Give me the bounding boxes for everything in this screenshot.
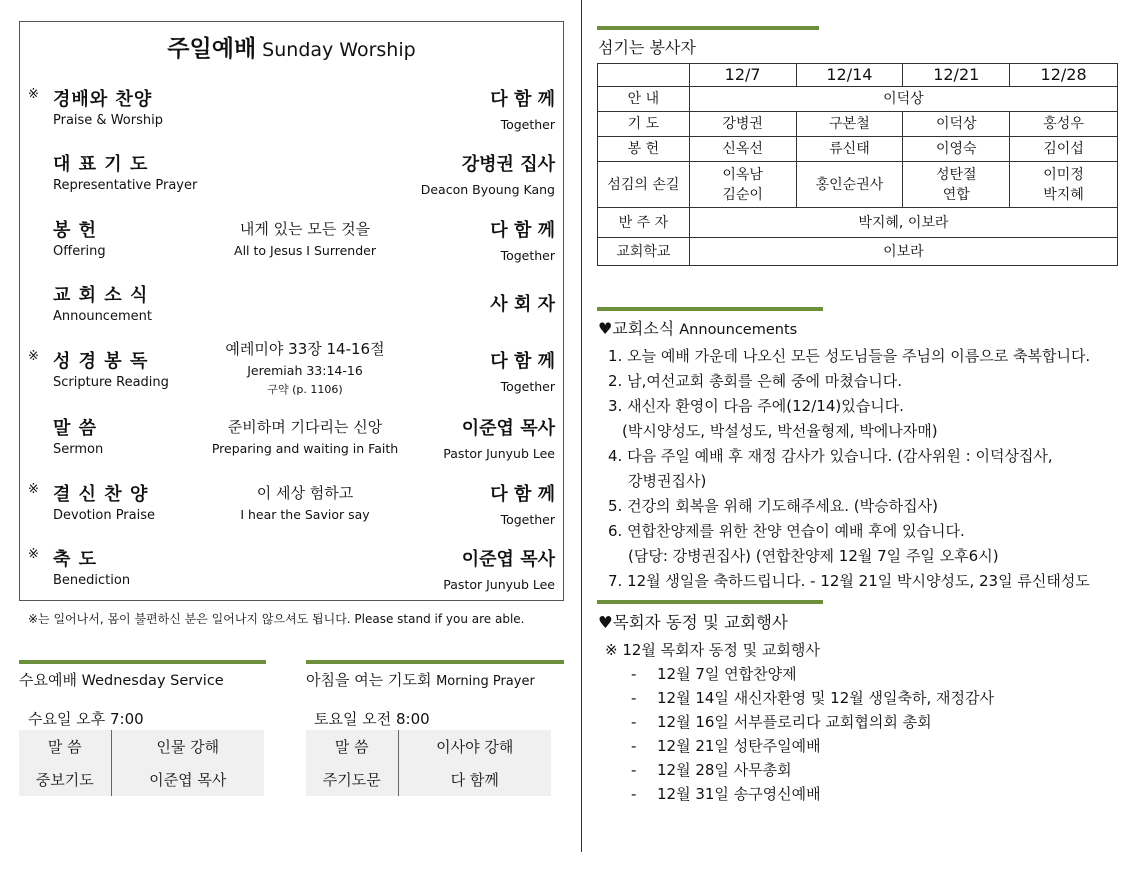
worship-leader: 다 함 께 <box>490 220 555 241</box>
wednesday-title-en: Wednesday Service <box>81 673 224 689</box>
list-item <box>605 758 994 782</box>
stand-mark: ※ <box>28 87 39 102</box>
role-label: 안 내 <box>598 87 690 112</box>
role-value: 김이섭 <box>1010 137 1118 162</box>
role-value <box>689 162 796 208</box>
list-item <box>605 734 994 758</box>
table-row <box>598 238 1118 266</box>
sermon-title-ko: 준비하며 기다리는 신앙 <box>227 418 383 436</box>
dash: - <box>631 785 637 803</box>
list-item <box>605 686 994 710</box>
stand-mark: ※ <box>28 547 39 562</box>
worship-item-ko: 대 표 기 도 <box>53 154 149 175</box>
role-value-line: 연합 <box>942 186 970 203</box>
role-value: 신옥선 <box>689 137 796 162</box>
worship-item-scripture <box>20 340 563 397</box>
worship-item-devotion <box>20 480 563 530</box>
servers-title: 섬기는 봉사자 <box>598 38 696 57</box>
dash: - <box>631 665 637 683</box>
worship-title-en: Sunday Worship <box>262 39 416 61</box>
list-item: 4. 다음 주일 예배 후 재정 감사가 있습니다. (감사위원 : 이덕상집사, <box>608 447 1053 465</box>
sunday-worship-box <box>19 21 564 601</box>
dash: - <box>631 761 637 779</box>
role-label: 교회학교 <box>598 238 690 266</box>
morning-title-en: Morning Prayer <box>436 674 535 689</box>
scripture-page: 구약 (p. 1106) <box>267 383 343 396</box>
worship-item-prayer <box>20 150 563 200</box>
worship-leader-en: Together <box>500 512 555 527</box>
morning-time: 토요일 오전 8:00 <box>314 710 430 728</box>
worship-item-benediction <box>20 545 563 595</box>
table-row <box>598 112 1118 137</box>
worship-item-ko: 축 도 <box>53 549 98 570</box>
worship-item-en: Devotion Praise <box>53 508 155 523</box>
list-item: 강병권집사) <box>628 472 707 490</box>
worship-leader-en: Together <box>500 379 555 394</box>
role-value: 이보라 <box>689 238 1117 266</box>
list-item: (박시양성도, 박설성도, 박선율형제, 박에나자매) <box>622 422 938 440</box>
activity-text: 12월 16일 서부플로리다 교회협의회 총회 <box>657 713 932 731</box>
worship-leader: 다 함 께 <box>490 89 555 110</box>
list-item: 2. 남,여선교회 총회를 은혜 중에 마쳤습니다. <box>608 372 903 390</box>
announcements-title <box>598 316 797 339</box>
worship-leader: 다 함 께 <box>490 484 555 505</box>
role-value-line: 박지혜 <box>1043 186 1084 203</box>
table-row <box>306 730 551 763</box>
worship-item-ko: 교 회 소 식 <box>53 285 149 306</box>
morning-value: 다 함께 <box>398 763 551 796</box>
worship-item-ko: 봉 헌 <box>53 220 98 241</box>
worship-item-ko: 경배와 찬양 <box>53 89 153 110</box>
role-value <box>1010 162 1118 208</box>
hymn-title-ko: 이 세상 험하고 <box>256 484 354 502</box>
morning-label: 말 씀 <box>306 730 398 763</box>
table-row <box>19 763 264 796</box>
wednesday-label: 중보기도 <box>19 763 111 796</box>
role-value-line: 성탄절 <box>935 166 977 183</box>
worship-leader-en: Deacon Byoung Kang <box>420 182 555 197</box>
date-header: 12/7 <box>689 64 796 87</box>
worship-title-ko: 주일예배 <box>167 36 257 62</box>
role-value: 강병권 <box>689 112 796 137</box>
morning-value: 이사야 강해 <box>398 730 551 763</box>
worship-item-en: Offering <box>53 244 106 259</box>
role-value-line: 이미정 <box>1043 166 1084 183</box>
list-item: 3. 새신자 환영이 다음 주에(12/14)있습니다. <box>608 397 904 415</box>
activities-list <box>605 638 994 806</box>
list-item: 1. 오늘 예배 가운데 나오신 모든 성도님들을 주님의 이름으로 축복합니다. <box>608 347 1091 365</box>
worship-item-en: Benediction <box>53 573 131 588</box>
worship-leader: 다 함 께 <box>490 351 555 372</box>
wednesday-title-ko: 수요예배 <box>19 671 77 689</box>
role-label: 섬김의 손길 <box>598 162 690 208</box>
activity-text: 12월 7일 연합찬양제 <box>657 665 797 683</box>
worship-item-ko: 성 경 봉 독 <box>53 351 149 372</box>
worship-leader: 이준엽 목사 <box>461 549 555 570</box>
worship-item-en: Representative Prayer <box>53 178 198 193</box>
stand-mark: ※ <box>28 349 39 364</box>
stand-note: ※는 일어나서, 몸이 불편하신 분은 일어나지 않으셔도 됩니다. Please stand if you are able. <box>28 612 525 626</box>
table-row <box>19 730 264 763</box>
activities-bar <box>597 600 823 604</box>
worship-leader: 사 회 자 <box>490 294 555 315</box>
announcements-title-en: Announcements <box>679 322 798 338</box>
dash: - <box>631 689 637 707</box>
worship-leader-en: Together <box>500 117 555 132</box>
role-value: 홍성우 <box>1010 112 1118 137</box>
list-item <box>605 782 994 806</box>
role-label: 봉 헌 <box>598 137 690 162</box>
worship-item-en: Announcement <box>53 309 152 324</box>
role-value: 홍인순권사 <box>796 162 903 208</box>
activity-text: 12월 21일 성탄주일예배 <box>657 737 821 755</box>
scripture-ko: 예레미야 33장 14-16절 <box>225 340 385 358</box>
wednesday-title <box>19 669 224 690</box>
announcements-list <box>608 344 1128 594</box>
table-row <box>598 208 1118 238</box>
morning-title <box>306 669 535 690</box>
hymn-title-en: I hear the Savior say <box>240 507 370 522</box>
role-value: 박지혜, 이보라 <box>689 208 1117 238</box>
wednesday-table <box>19 730 264 796</box>
worship-item-en: Scripture Reading <box>53 375 169 390</box>
activity-text: 12월 14일 새신자환영 및 12월 생일축하, 재정감사 <box>657 689 994 707</box>
scripture-en: Jeremiah 33:14-16 <box>247 363 363 378</box>
wednesday-label: 말 씀 <box>19 730 111 763</box>
date-header: 12/14 <box>796 64 903 87</box>
worship-item-offering <box>20 216 563 266</box>
worship-leader: 이준엽 목사 <box>461 418 555 439</box>
role-value: 구본철 <box>796 112 903 137</box>
role-value: 이덕상 <box>903 112 1010 137</box>
stand-mark: ※ <box>28 482 39 497</box>
role-value: 이영숙 <box>903 137 1010 162</box>
role-label: 기 도 <box>598 112 690 137</box>
list-item: 7. 12월 생일을 축하드립니다. - 12월 21일 박시양성도, 23일 류신태성도 <box>608 572 1090 590</box>
worship-title <box>20 30 563 63</box>
worship-item-ko: 결 신 찬 양 <box>53 484 149 505</box>
wednesday-value: 이준엽 목사 <box>111 763 264 796</box>
worship-item-en: Sermon <box>53 442 104 457</box>
list-item <box>605 662 994 686</box>
servers-table <box>597 63 1118 266</box>
servers-bar <box>597 26 819 30</box>
dash: - <box>631 737 637 755</box>
worship-leader-en: Pastor Junyub Lee <box>443 577 555 592</box>
activities-title: ♥목회자 동정 및 교회행사 <box>598 613 788 632</box>
worship-leader: 강병권 집사 <box>461 154 555 175</box>
activities-intro: ※ 12월 목회자 동정 및 교회행사 <box>605 641 820 659</box>
role-value: 류신태 <box>796 137 903 162</box>
worship-item-sermon <box>20 414 563 464</box>
role-value-line: 이옥남 <box>722 166 763 183</box>
role-label: 반 주 자 <box>598 208 690 238</box>
role-value: 이덕상 <box>689 87 1117 112</box>
table-row <box>598 137 1118 162</box>
table-row <box>306 763 551 796</box>
announcements-bar <box>597 307 823 311</box>
date-header: 12/21 <box>903 64 1010 87</box>
worship-leader-en: Together <box>500 248 555 263</box>
hymn-title-ko: 내게 있는 모든 것을 <box>239 220 371 238</box>
worship-item-ko: 말 씀 <box>53 418 98 439</box>
table-row <box>598 64 1118 87</box>
morning-bar <box>306 660 564 664</box>
morning-table <box>306 730 551 796</box>
list-item: 5. 건강의 회복을 위해 기도해주세요. (박승하집사) <box>608 497 938 515</box>
activity-text: 12월 31일 송구영신예배 <box>657 785 821 803</box>
wednesday-time: 수요일 오후 7:00 <box>28 710 144 728</box>
role-value-line: 김순이 <box>722 186 763 203</box>
morning-title-ko: 아침을 여는 기도회 <box>306 671 432 689</box>
table-cell <box>598 64 690 87</box>
list-item: (담당: 강병권집사) (연합찬양제 12월 7일 주일 오후6시) <box>628 547 999 565</box>
column-divider <box>581 0 582 852</box>
hymn-title-en: All to Jesus I Surrender <box>234 243 376 258</box>
worship-item-en: Praise & Worship <box>53 113 163 128</box>
list-item <box>605 710 994 734</box>
dash: - <box>631 713 637 731</box>
role-value <box>903 162 1010 208</box>
table-row <box>598 87 1118 112</box>
worship-item-praise <box>20 85 563 135</box>
worship-leader-en: Pastor Junyub Lee <box>443 446 555 461</box>
list-item: 6. 연합찬양제를 위한 찬양 연습이 예배 후에 있습니다. <box>608 522 965 540</box>
morning-label: 주기도문 <box>306 763 398 796</box>
sermon-title-en: Preparing and waiting in Faith <box>211 441 399 456</box>
worship-item-announcement <box>20 281 563 331</box>
table-row <box>598 162 1118 208</box>
date-header: 12/28 <box>1010 64 1118 87</box>
announcements-title-ko: ♥교회소식 <box>598 319 675 338</box>
wednesday-bar <box>19 660 266 664</box>
wednesday-value: 인물 강해 <box>111 730 264 763</box>
activity-text: 12월 28일 사무총회 <box>657 761 792 779</box>
